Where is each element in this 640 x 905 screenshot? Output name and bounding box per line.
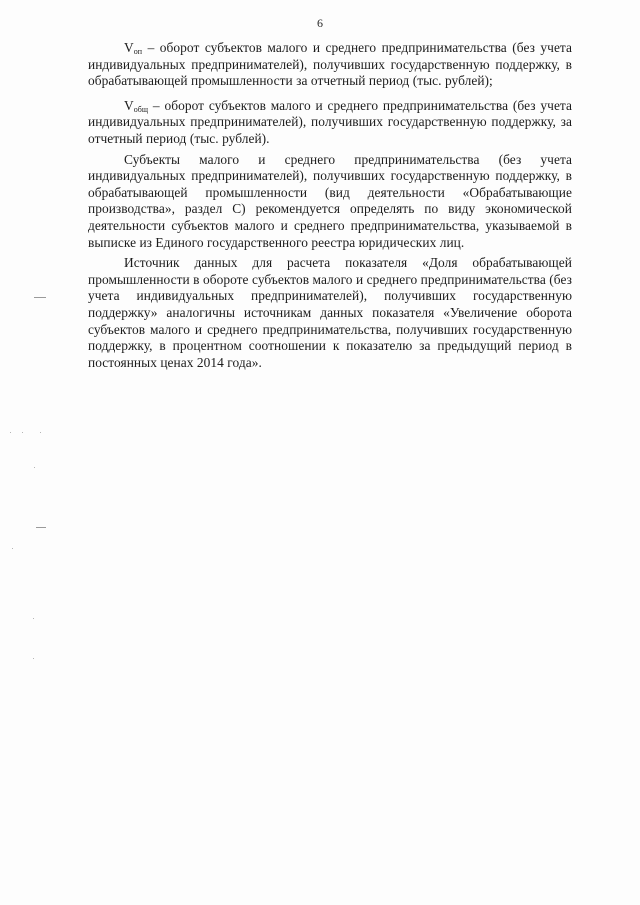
paragraph-text: Источник данных для расчета показателя «Доля обрабатывающей промышленности в обороте субъектов малого и среднего предпринимательства (без учета индивидуальных предпринимателей), получивших государственную поддержку» аналогичны источникам данных показателя «Увеличение оборота субъектов малого и среднего предпринимательства, получивших государственную поддержку, в процентном соотношении к показателю за предыдущий период в постоянных ценах 2014 года». [88,255,572,370]
body-text [88,40,572,375]
paragraph-text: – оборот субъектов малого и среднего предпринимательства (без учета индивидуальных предпринимателей), получивших государственную поддержку, в обрабатывающей промышленности за отчетный период (тыс. рублей); [88,40,572,89]
scan-dot [40,432,41,433]
variable-subscript: общ [133,104,149,114]
scan-dot [10,432,11,433]
paragraph-data-source [88,255,572,371]
paragraph-subjects-classification [88,152,572,252]
page-number: 6 [317,16,323,30]
scan-dot [33,658,34,659]
variable-symbol: V [124,97,134,113]
variable-symbol: V [124,40,134,55]
scan-dot [12,548,13,549]
scan-dot [22,432,23,433]
paragraph-v-op-definition [88,40,572,90]
paragraph-text: Субъекты малого и среднего предпринимательства (без учета индивидуальных предпринимателей), получивших государственную поддержку, в обрабатывающей промышленности (вид деятельности «Обрабатывающие производства», раздел С) рекомендуется определять по виду экономической деятельности субъектов малого и среднего предпринимательства, указываемой в выписке из Единого государственного реестра юридических лиц. [88,151,572,250]
paragraph-v-total-definition [88,98,572,148]
scan-mark [36,527,46,528]
paragraph-text: – оборот субъектов малого и среднего предпринимательства (без учета индивидуальных предпринимателей), получивших государственную поддержку, за отчетный период (тыс. рублей). [88,97,572,146]
scan-mark [34,297,46,298]
scan-dot [33,618,34,619]
scan-dot [34,467,35,468]
variable-subscript: оп [133,47,143,56]
